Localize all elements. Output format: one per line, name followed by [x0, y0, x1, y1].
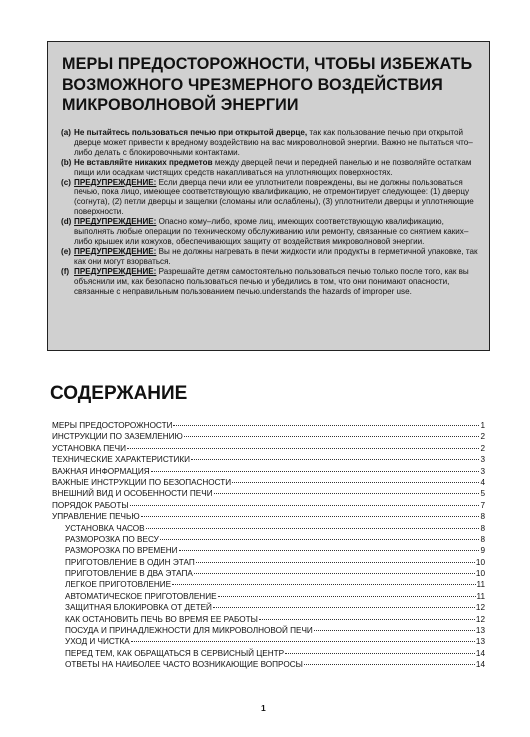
toc-entry-title: ВАЖНАЯ ИНФОРМАЦИЯ: [52, 466, 150, 476]
dot-leader: [141, 516, 480, 517]
warning-item: [61, 128, 485, 158]
warning-item-lead: Не вставляйте никаких предметов: [74, 157, 213, 167]
toc-entry-title: ПОСУДА И ПРИНАДЛЕЖНОСТИ ДЛЯ МИКРОВОЛНОВОЙ ПЕЧИ: [65, 626, 313, 636]
warning-item-label: (a): [61, 128, 71, 137]
toc-subentry[interactable]: [52, 648, 485, 659]
toc-entry-title: ТЕХНИЧЕСКИЕ ХАРАКТЕРИСТИКИ: [52, 455, 190, 465]
toc-entry-title: ПРИГОТОВЛЕНИЕ В ОДИН ЭТАП: [65, 557, 195, 567]
dot-leader: [130, 505, 480, 506]
warning-item-text: Вы не должны нагревать в печи жидкости или продукты в герметичной упаковке, так как они могут взорваться.: [74, 246, 478, 266]
toc-entry[interactable]: [52, 466, 485, 477]
warning-item-text: Разрешайте детям самостоятельно пользоваться печью только после того, как вы объяснили им, как безопасно пользоваться печью и убедились в том, что они понимают опасности, связанные с неправильным пользованием печью.understands the hazards of improper use.: [74, 266, 469, 296]
toc-subentry[interactable]: [52, 534, 485, 545]
warning-item: [61, 158, 485, 178]
dot-leader: [151, 471, 480, 472]
toc-subentry[interactable]: [52, 625, 485, 636]
warning-item-lead: ПРЕДУПРЕЖДЕНИЕ:: [74, 177, 157, 187]
toc-entry-page: 3: [480, 455, 485, 465]
toc-entry-page: 5: [480, 489, 485, 499]
dot-leader: [131, 641, 475, 642]
dot-leader: [184, 436, 480, 437]
toc-entry-title: ВАЖНЫЕ ИНСТРУКЦИИ ПО БЕЗОПАСНОСТИ: [52, 477, 232, 487]
toc-entry-title: РАЗМОРОЗКА ПО ВРЕМЕНИ: [65, 546, 178, 556]
toc-entry-page: 4: [480, 477, 485, 487]
warning-item: [61, 247, 485, 267]
toc-entry-title: УСТАНОВКА ЧАСОВ: [65, 523, 145, 533]
dot-leader: [304, 664, 475, 665]
dot-leader: [259, 619, 475, 620]
toc-entry-page: 12: [475, 614, 485, 624]
warning-item-text: Опасно кому–либо, кроме лиц, имеющих соответствующую квалификацию, выполнять любые операции по техническому обслуживанию или ремонту, связанные со снятием каких–либо крышек или кожухов, обеспечивающих защиту от воздействия микроволновой энергии.: [74, 217, 469, 246]
toc-subentry[interactable]: [52, 545, 485, 556]
toc-entry-title: ЗАЩИТНАЯ БЛОКИРОВКА ОТ ДЕТЕЙ: [65, 603, 212, 613]
dot-leader: [191, 459, 479, 460]
dot-leader: [214, 493, 480, 494]
warning-item-lead: ПРЕДУПРЕЖДЕНИЕ:: [74, 217, 157, 227]
toc-entry[interactable]: [52, 431, 485, 442]
toc-subentry[interactable]: [52, 614, 485, 625]
warning-item-label: (c): [61, 177, 71, 187]
toc-entry-page: 9: [480, 546, 485, 556]
toc-entry-page: 8: [480, 534, 485, 544]
warning-item-label: (f): [61, 266, 70, 276]
toc-entry-title: ВНЕШНИЙ ВИД И ОСОБЕННОСТИ ПЕЧИ: [52, 489, 213, 499]
toc-entry-page: 1: [480, 421, 485, 430]
toc-entry-page: 13: [475, 637, 485, 647]
toc-entry-title: УПРАВЛЕНИЕ ПЕЧЬЮ: [52, 512, 140, 522]
toc-entry-page: 8: [480, 523, 485, 533]
warning-list: [61, 128, 485, 296]
toc-entry-title: МЕРЫ ПРЕДОСТОРОЖНОСТИ: [52, 421, 173, 430]
warning-item: [61, 178, 485, 218]
toc-entry[interactable]: [52, 488, 485, 499]
dot-leader: [146, 528, 480, 529]
toc-entry-page: 7: [480, 500, 485, 510]
toc-subentry[interactable]: [52, 523, 485, 534]
toc-subentry[interactable]: [52, 579, 485, 590]
toc-entry-page: 8: [480, 512, 485, 522]
warning-item-lead: ПРЕДУПРЕЖДЕНИЕ:: [74, 246, 157, 256]
toc-entry[interactable]: [52, 511, 485, 522]
warning-item-label: (b): [61, 157, 72, 167]
warning-item-lead: ПРЕДУПРЕЖДЕНИЕ:: [74, 266, 157, 276]
toc-entry-page: 14: [475, 660, 485, 670]
toc-entry-title: ИНСТРУКЦИИ ПО ЗАЗЕМЛЕНИЮ: [52, 432, 183, 442]
toc-entry-page: 10: [475, 569, 485, 579]
warning-title: МЕРЫ ПРЕДОСТОРОЖНОСТИ, ЧТОБЫ ИЗБЕЖАТЬ ВОЗМОЖНОГО ЧРЕЗМЕРНОГО ВОЗДЕЙСТВИЯ МИКРОВОЛНОВОЙ ЭНЕРГИИ: [62, 55, 473, 114]
toc-entry-title: АВТОМАТИЧЕСКОЕ ПРИГОТОВЛЕНИЕ: [65, 591, 217, 601]
toc-subentry[interactable]: [52, 636, 485, 647]
dot-leader: [160, 539, 480, 540]
toc-entry[interactable]: [52, 500, 485, 511]
toc-entry-title: ОТВЕТЫ НА НАИБОЛЕЕ ЧАСТО ВОЗНИКАЮЩИЕ ВОПРОСЫ: [65, 660, 303, 670]
warning-item-text: между дверцей печи и передней панелью и не позволяйте остаткам пищи или осадкам чистящих средств накапливаться на уплотняющих поверхностях.: [74, 157, 472, 177]
page-number: 1: [261, 703, 266, 713]
warning-box: [47, 41, 490, 351]
toc-entry-page: 14: [475, 648, 485, 658]
toc-entry-page: 2: [480, 443, 485, 453]
toc-entry-page: 11: [476, 580, 485, 590]
dot-leader: [194, 573, 475, 574]
dot-leader: [172, 584, 475, 585]
toc-entry-page: 2: [480, 432, 485, 442]
toc-entry-title: КАК ОСТАНОВИТЬ ПЕЧЬ ВО ВРЕМЯ ЕЕ РАБОТЫ: [65, 614, 258, 624]
toc-subentry[interactable]: [52, 602, 485, 613]
dot-leader: [218, 596, 476, 597]
toc-entry[interactable]: [52, 420, 485, 431]
toc-entry-title: РАЗМОРОЗКА ПО ВЕСУ: [65, 534, 159, 544]
dot-leader: [232, 482, 479, 483]
toc-subentry[interactable]: [52, 568, 485, 579]
warning-item: [61, 217, 485, 247]
dot-leader: [213, 607, 475, 608]
toc-entry-page: 12: [475, 603, 485, 613]
warning-item: [61, 267, 485, 297]
dot-leader: [196, 562, 475, 563]
dot-leader: [285, 653, 475, 654]
warning-item-lead: Не пытайтесь пользоваться печью при открытой дверце,: [74, 128, 308, 137]
toc-entry-page: 10: [475, 557, 485, 567]
toc-entry[interactable]: [52, 454, 485, 465]
toc-entry[interactable]: [52, 477, 485, 488]
toc-entry-page: 11: [476, 591, 485, 601]
toc-subentry[interactable]: [52, 591, 485, 602]
toc-entry-title: ПРИГОТОВЛЕНИЕ В ДВА ЭТАПА: [65, 569, 193, 579]
toc-subentry[interactable]: [52, 659, 485, 670]
toc-entry[interactable]: [52, 443, 485, 454]
toc-entry-page: 3: [480, 466, 485, 476]
toc-entry-page: 13: [475, 626, 485, 636]
warning-item-label: (e): [61, 246, 71, 256]
toc-entry-title: УХОД И ЧИСТКА: [65, 637, 130, 647]
toc-entry-title: УСТАНОВКА ПЕЧИ: [52, 443, 126, 453]
dot-leader: [179, 550, 480, 551]
dot-leader: [127, 448, 479, 449]
warning-item-text: Если дверца печи или ее уплотнители повреждены, вы не должны пользоваться печью, пока лицо, имеющее соответствующую квалификацию, не отремонтирует следующее: (1) дверцу (согнута), (2) петли дверцы и защелки (сломаны или ослаблены), (3) уплотнители дверцы и уплотняющие поверхности.: [74, 177, 474, 217]
dot-leader: [314, 630, 475, 631]
toc-title: СОДЕРЖАНИЕ: [50, 383, 188, 404]
toc-entry-title: ПОРЯДОК РАБОТЫ: [52, 500, 129, 510]
dot-leader: [173, 425, 479, 426]
toc-entry-title: ПЕРЕД ТЕМ, КАК ОБРАЩАТЬСЯ В СЕРВИСНЫЙ ЦЕНТР: [65, 648, 285, 658]
table-of-contents: [52, 420, 485, 671]
warning-item-label: (d): [61, 217, 72, 227]
warning-item-text: так как пользование печью при открытой дверце может привести к вредному воздействию на вас микроволновой энергии. Важно не пытаться что–либо делать с блокировочными контактами.: [74, 128, 473, 157]
toc-subentry[interactable]: [52, 557, 485, 568]
toc-entry-title: ЛЕГКОЕ ПРИГОТОВЛЕНИЕ: [65, 580, 172, 590]
